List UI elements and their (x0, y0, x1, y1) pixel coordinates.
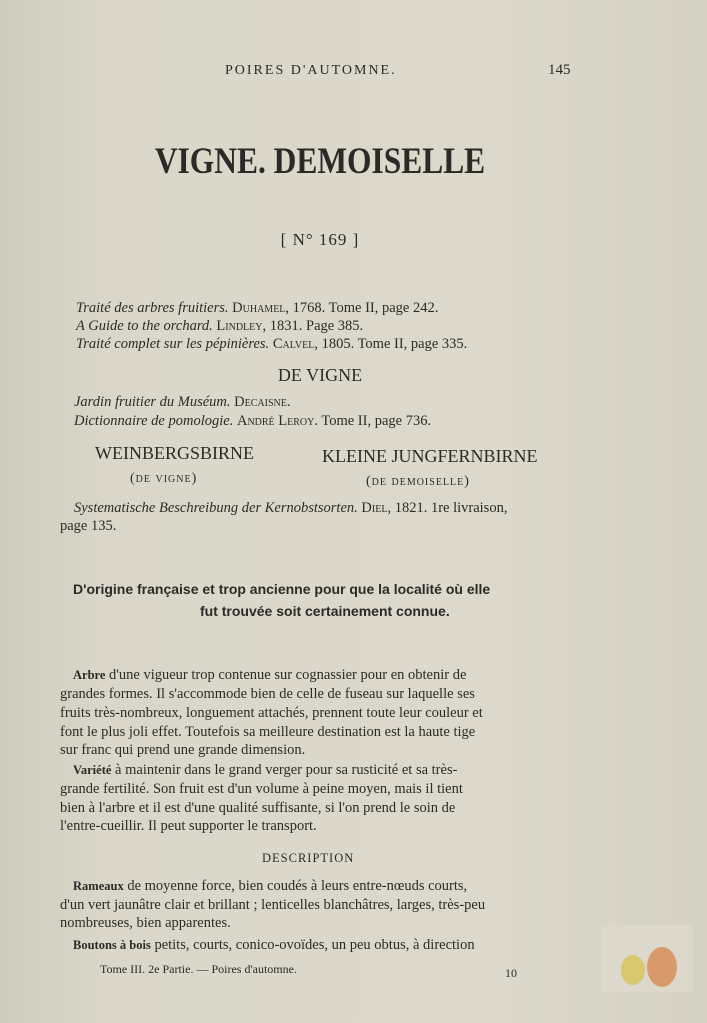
paragraph-lead: Arbre (73, 668, 106, 682)
synonym-name: WEINBERGSBIRNE (95, 443, 254, 463)
paragraph-line (73, 667, 466, 684)
paragraph-line: l'entre-cueillir. Il peut supporter le transport. (60, 818, 317, 834)
paragraph-line: grandes formes. Il s'accommode bien de celle de fuseau sur laquelle ses (60, 686, 475, 702)
ref-detail: , 1831. Page 385. (262, 318, 364, 334)
paragraph-line (73, 762, 457, 779)
synonym-meaning: (de vigne) (130, 471, 198, 486)
fruit-thumbnail-image (601, 925, 693, 992)
ref-work: Traité complet sur les pépinières. (76, 336, 270, 352)
paragraph-line (73, 878, 467, 895)
text: d'une vigueur trop contenue sur cognassier pour en obtenir de (105, 667, 467, 683)
ref-detail: , 1821. 1re livraison, (387, 500, 508, 516)
paragraph-line: bien à l'arbre et il est d'une qualité suffisante, si l'on prend le soin de (60, 800, 456, 816)
page-title: VIGNE. DEMOISELLE (154, 141, 486, 182)
ref-author: Duhamel (232, 300, 286, 316)
paragraph-lead: Rameaux (73, 879, 124, 893)
paragraph-line: sur franc qui prend une grande dimension. (60, 742, 306, 758)
paragraph-line: d'un vert jaunâtre clair et brillant ; lenticelles blanchâtres, larges, très-peu (60, 897, 486, 913)
text: de moyenne force, bien coudés à leurs entre-nœuds courts, (123, 878, 468, 894)
paragraph-line: grande fertilité. Son fruit est d'un volume à peine moyen, mais il tient (60, 781, 463, 797)
reference (76, 300, 438, 317)
reference-continuation: page 135. (60, 518, 117, 534)
reference (74, 413, 431, 430)
ref-work: A Guide to the orchard. (76, 318, 213, 334)
footer-signature: 10 (505, 966, 517, 980)
entry-number: [ N° 169 ] (280, 230, 360, 249)
paragraph-line (73, 937, 475, 954)
text: petits, courts, conico-ovoïdes, un peu obtus, à direction (150, 937, 475, 953)
reference (74, 500, 507, 517)
page-number: 145 (548, 62, 571, 78)
pear-icon (621, 955, 645, 985)
origin-note: D'origine française et trop ancienne pour que la localité où elle (73, 581, 491, 597)
ref-work: Systematische Beschreibung der Kernobstsorten. (74, 500, 358, 516)
synonym-name: KLEINE JUNGFERNBIRNE (322, 446, 538, 466)
ref-author: Diel (361, 500, 388, 516)
ref-detail: . (286, 394, 291, 410)
reference (74, 394, 291, 411)
ref-detail: . Tome II, page 736. (314, 413, 432, 429)
paragraph-line: font le plus joli effet. Toutefois sa meilleure destination est la haute tige (60, 724, 476, 740)
origin-note: fut trouvée soit certainement connue. (200, 603, 450, 619)
text: à maintenir dans le grand verger pour sa rusticité et sa très- (111, 762, 458, 778)
reference (76, 336, 467, 353)
footer-volume: Tome III. 2e Partie. — Poires d'automne. (100, 962, 297, 976)
ref-work: Dictionnaire de pomologie. (74, 413, 234, 429)
ref-detail: , 1805. Tome II, page 335. (314, 336, 468, 352)
paragraph-line: nombreuses, bien apparentes. (60, 915, 231, 931)
reference (76, 318, 363, 335)
paragraph-lead: Boutons à bois (73, 938, 151, 952)
running-header: POIRES D'AUTOMNE. (225, 63, 397, 78)
ref-work: Traité des arbres fruitiers. (76, 300, 229, 316)
ref-author: Lindley (216, 318, 263, 334)
paragraph-line: fruits très-nombreux, longuement attachés, prennent toute leur couleur et (60, 705, 483, 721)
paragraph-lead: Variété (73, 763, 112, 777)
section-subtitle: DE VIGNE (277, 365, 363, 385)
synonym-meaning: (de demoiselle) (366, 474, 470, 489)
ref-work: Jardin fruitier du Muséum. (74, 394, 231, 410)
ref-author: Calvel (272, 336, 315, 352)
ref-author: Decaisne (234, 394, 287, 410)
pear-icon (647, 947, 677, 987)
ref-author: André Leroy (236, 413, 315, 429)
ref-detail: , 1768. Tome II, page 242. (285, 300, 439, 316)
description-heading: DESCRIPTION (262, 851, 355, 865)
